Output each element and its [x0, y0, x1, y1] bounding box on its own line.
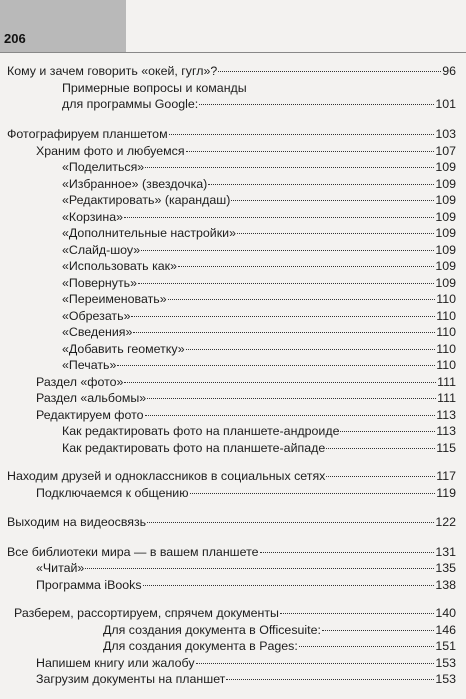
toc-entry-page: 113: [436, 408, 456, 422]
toc-leader-dots: [147, 398, 436, 399]
toc-leader-dots: [208, 184, 434, 185]
toc-entry-title: Как редактировать фото на планшете-айпаде: [62, 441, 326, 455]
toc-entry-page: 109: [435, 276, 456, 290]
toc-entry-title: Подключаемся к общению: [36, 486, 189, 500]
toc-entry-title: Раздел «фото»: [36, 375, 124, 389]
toc-leader-dots: [131, 316, 435, 317]
toc-leader-dots: [199, 104, 434, 105]
toc-leader-dots: [85, 568, 434, 569]
toc-entry: [62, 441, 456, 456]
toc-entry: [36, 656, 456, 671]
toc-leader-dots: [218, 71, 441, 72]
toc-leader-dots: [186, 349, 436, 350]
toc-entry: [62, 177, 456, 192]
toc-leader-dots: [340, 431, 435, 432]
toc-entry-title: «Использовать как»: [62, 259, 177, 273]
toc-entry-page: 122: [435, 515, 456, 529]
page-number: 206: [4, 31, 26, 46]
toc-entry-page: 115: [436, 441, 456, 455]
toc-entry-page: 153: [435, 672, 456, 686]
toc-entry-title: Программа iBooks: [36, 578, 142, 592]
toc-entry-title: «Слайд-шоу»: [62, 243, 141, 257]
toc-entry-page: 96: [442, 64, 456, 78]
toc-entry-title: Для создания документа в Officesuite:: [103, 623, 321, 637]
toc-entry: [7, 515, 456, 530]
toc-leader-dots: [299, 646, 435, 647]
toc-leader-dots: [145, 167, 434, 168]
toc-entry: [62, 358, 456, 373]
toc-leader-dots: [141, 250, 434, 251]
toc-entry: [103, 623, 456, 638]
toc-entry-page: 138: [435, 578, 456, 592]
toc-entry-title: «Редактировать» (карандаш): [62, 193, 231, 207]
toc-entry-title: «Читай»: [36, 561, 85, 575]
toc-entry-title: Все библиотеки мира — в вашем планшете: [7, 545, 259, 559]
toc-leader-dots: [124, 217, 434, 218]
toc-entry-page: 109: [435, 193, 456, 207]
toc-entry-title: «Обрезать»: [62, 309, 131, 323]
toc-entry-title: для программы Google:: [62, 97, 199, 111]
toc-entry: [62, 193, 456, 208]
toc-entry-page: 113: [436, 424, 456, 438]
toc-entry-title: «Добавить геометку»: [62, 342, 185, 356]
toc-entry-page: 103: [435, 127, 456, 141]
toc-entry-page: 109: [435, 177, 456, 191]
toc-entry-title: «Корзина»: [62, 210, 123, 224]
toc-leader-dots: [143, 585, 435, 586]
toc-entry: [7, 545, 456, 560]
toc-leader-dots: [190, 493, 436, 494]
toc-leader-dots: [124, 382, 436, 383]
toc-leader-dots: [178, 266, 434, 267]
toc-leader-dots: [322, 630, 434, 631]
toc-entry: [62, 276, 456, 291]
toc-entry-page: 109: [435, 226, 456, 240]
toc-entry-title: «Избранное» (звездочка): [62, 177, 208, 191]
toc-entry-title: Кому и зачем говорить «окей, гугл»?: [7, 64, 218, 78]
toc-entry: [62, 210, 456, 225]
toc-entry: [62, 97, 456, 112]
toc-leader-dots: [280, 613, 434, 614]
toc-leader-dots: [226, 679, 434, 680]
toc-leader-dots: [196, 663, 435, 664]
toc-entry: [36, 672, 456, 687]
toc-entry: [36, 486, 456, 501]
toc-entry-title: «Повернуть»: [62, 276, 137, 290]
toc-entry-title: Для создания документа в Pages:: [103, 639, 298, 653]
toc-leader-dots: [186, 151, 435, 152]
toc-entry: [62, 424, 456, 439]
toc-entry-page: 109: [435, 160, 456, 174]
toc-leader-dots: [169, 134, 435, 135]
toc-entry-page: 110: [436, 342, 456, 356]
toc-entry: [62, 259, 456, 274]
toc-entry-title: Примерные вопросы и команды: [62, 81, 247, 95]
toc-entry: [36, 408, 456, 423]
toc-entry-page: 119: [436, 486, 456, 500]
toc-entry-title: Редактируем фото: [36, 408, 144, 422]
toc-leader-dots: [145, 415, 436, 416]
toc-leader-dots: [231, 200, 434, 201]
toc-leader-dots: [117, 365, 435, 366]
toc-leader-dots: [168, 299, 436, 300]
toc-entry: [62, 243, 456, 258]
toc-leader-dots: [326, 476, 435, 477]
toc-entry: [62, 342, 456, 357]
toc-leader-dots: [133, 332, 435, 333]
toc-entry: [7, 64, 456, 79]
toc-entry-page: 140: [435, 606, 456, 620]
toc-entry: [36, 578, 456, 593]
toc-leader-dots: [260, 552, 435, 553]
toc-entry-page: 109: [435, 243, 456, 257]
toc-entry-title: Находим друзей и одноклассников в социальных сетях: [7, 469, 326, 483]
toc-entry: [36, 375, 456, 390]
toc-entry-page: 110: [436, 358, 456, 372]
toc-entry-page: 110: [436, 325, 456, 339]
toc-entry: [62, 226, 456, 241]
toc-entry: [36, 391, 456, 406]
toc-entry-title: «Печать»: [62, 358, 117, 372]
toc-entry-page: 135: [435, 561, 456, 575]
toc-entry-continuation: [62, 81, 247, 96]
toc-entry-page: 101: [435, 97, 456, 111]
toc-entry-page: 131: [435, 545, 456, 559]
toc-entry: [62, 292, 456, 307]
toc-entry: [7, 127, 456, 142]
toc-entry: [103, 639, 456, 654]
toc-entry-title: Разберем, рассортируем, спрячем документы: [14, 606, 279, 620]
toc-entry: [62, 309, 456, 324]
toc-entry-page: 111: [437, 391, 456, 405]
toc-entry-title: Напишем книгу или жалобу: [36, 656, 195, 670]
toc-entry-page: 146: [435, 623, 456, 637]
toc-entry-title: Фотографируем планшетом: [7, 127, 168, 141]
toc-leader-dots: [147, 522, 434, 523]
toc-entry-page: 110: [436, 309, 456, 323]
toc-leader-dots: [138, 283, 434, 284]
toc-entry-page: 107: [435, 144, 456, 158]
toc-entry-page: 153: [435, 656, 456, 670]
toc-entry-page: 109: [435, 210, 456, 224]
toc-entry-title: «Дополнительные настройки»: [62, 226, 236, 240]
toc-entry-title: Как редактировать фото на планшете-андроиде: [62, 424, 340, 438]
toc-entry-title: «Переименовать»: [62, 292, 167, 306]
toc-entry: [62, 160, 456, 175]
toc-entry-page: 110: [436, 292, 456, 306]
toc-entry: [62, 325, 456, 340]
toc-entry-title: Выходим на видеосвязь: [7, 515, 147, 529]
toc-leader-dots: [237, 233, 434, 234]
toc-entry: [7, 469, 456, 484]
toc-entry: [36, 144, 456, 159]
toc-entry-page: 117: [436, 469, 456, 483]
toc-entry-title: «Поделиться»: [62, 160, 145, 174]
toc-entry-page: 151: [435, 639, 456, 653]
toc-leader-dots: [326, 448, 435, 449]
toc-entry: [14, 606, 456, 621]
toc-entry: [36, 561, 456, 576]
toc-entry-title: Раздел «альбомы»: [36, 391, 147, 405]
toc-entry-title: Загрузим документы на планшет: [36, 672, 226, 686]
toc-entry-page: 111: [437, 375, 456, 389]
toc-entry-page: 109: [435, 259, 456, 273]
toc-entry-title: Храним фото и любуемся: [36, 144, 185, 158]
toc-entry-title: «Сведения»: [62, 325, 133, 339]
